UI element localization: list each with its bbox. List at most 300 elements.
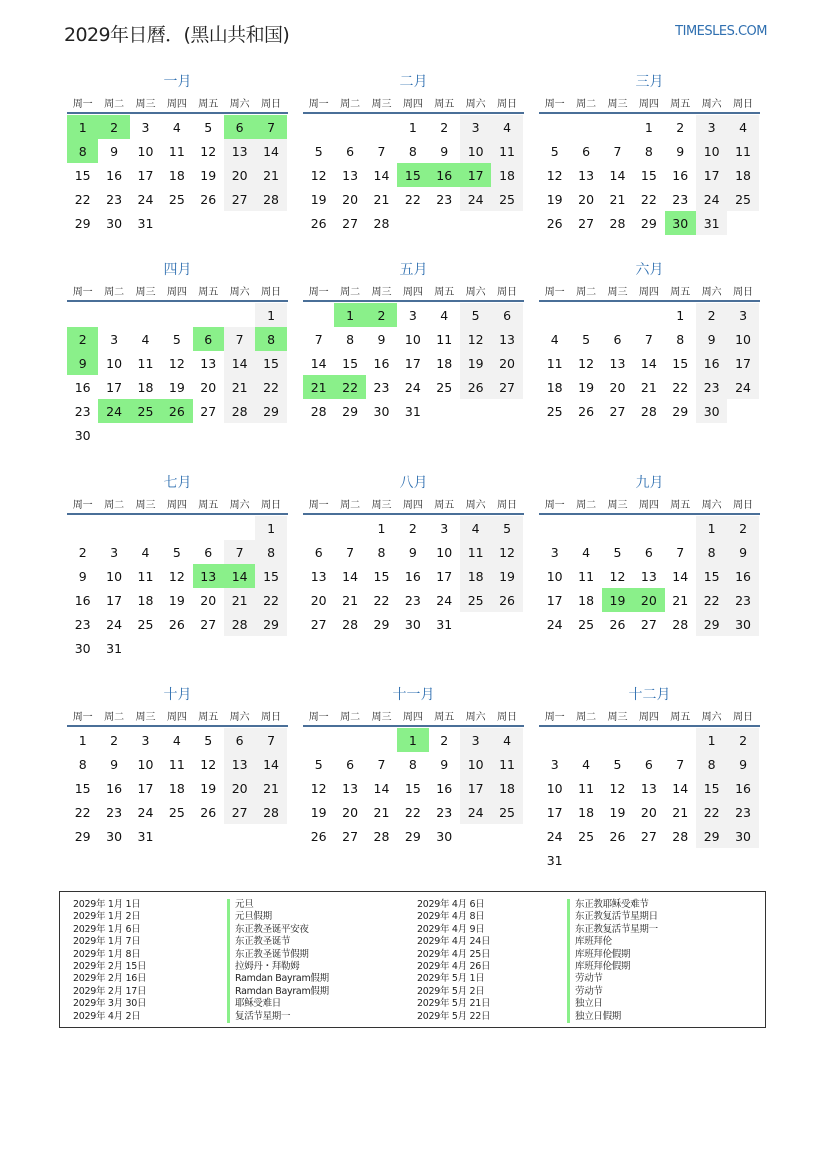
legend-holiday-name: 拉姆丹・拜勒姆 bbox=[227, 961, 329, 973]
day-cell: 5 bbox=[172, 331, 181, 347]
day-cell: 5 bbox=[172, 544, 181, 560]
holiday-day-cell: 9 bbox=[67, 351, 98, 375]
day-cell: 26 bbox=[491, 588, 522, 612]
day-cell: 12 bbox=[578, 355, 595, 371]
weekday-label: 周六 bbox=[701, 711, 722, 723]
empty-day-cell bbox=[539, 516, 570, 540]
day-cell: 5 bbox=[491, 516, 522, 540]
day-cell: 25 bbox=[546, 403, 563, 419]
day-cell: 18 bbox=[546, 379, 563, 395]
day-cell: 22 bbox=[255, 375, 286, 399]
legend-date: 2029年 5月 22日 bbox=[417, 1010, 491, 1022]
day-cell: 11 bbox=[137, 568, 154, 584]
holiday-day-cell: 22 bbox=[334, 375, 365, 399]
day-cell: 7 bbox=[377, 756, 386, 772]
day-grid bbox=[67, 115, 288, 235]
day-cell: 19 bbox=[546, 191, 563, 207]
day-cell: 27 bbox=[342, 215, 359, 231]
day-grid bbox=[303, 115, 524, 235]
day-cell: 24 bbox=[137, 191, 154, 207]
weekday-label: 周五 bbox=[670, 711, 691, 723]
day-cell: 27 bbox=[609, 403, 626, 419]
day-cell: 31 bbox=[106, 640, 123, 656]
empty-day-cell bbox=[570, 115, 601, 139]
day-grid bbox=[67, 728, 288, 848]
month-block bbox=[67, 685, 288, 848]
day-cell: 6 bbox=[644, 756, 653, 772]
empty-day-cell bbox=[665, 516, 696, 540]
empty-day-cell bbox=[633, 303, 664, 327]
weekday-label: 周三 bbox=[371, 499, 392, 511]
day-cell: 20 bbox=[342, 191, 359, 207]
day-cell: 4 bbox=[141, 544, 150, 560]
legend-date: 2029年 4月 2日 bbox=[73, 1010, 141, 1022]
holiday-day-cell: 19 bbox=[602, 588, 633, 612]
legend-holiday-name: 东正教耶稣受难节 bbox=[567, 899, 658, 911]
legend-holiday-name: 耶稣受难日 bbox=[227, 998, 329, 1010]
day-cell: 7 bbox=[644, 331, 653, 347]
weekday-label: 周三 bbox=[607, 286, 628, 298]
weekday-label: 周六 bbox=[701, 98, 722, 110]
day-cell: 29 bbox=[74, 215, 91, 231]
day-cell: 24 bbox=[460, 187, 491, 211]
weekday-label: 周五 bbox=[434, 98, 455, 110]
weekday-label: 周三 bbox=[607, 711, 628, 723]
weekday-label: 周一 bbox=[544, 286, 565, 298]
month-block bbox=[67, 473, 288, 660]
weekday-label: 周四 bbox=[166, 98, 187, 110]
day-cell: 28 bbox=[373, 215, 390, 231]
day-cell: 6 bbox=[224, 728, 255, 752]
legend-dates-col-1 bbox=[73, 899, 146, 1023]
empty-day-cell bbox=[193, 516, 224, 540]
day-cell: 10 bbox=[546, 780, 563, 796]
legend-date: 2029年 5月 21日 bbox=[417, 998, 491, 1010]
day-cell: 17 bbox=[137, 780, 154, 796]
day-cell: 1 bbox=[696, 728, 727, 752]
empty-day-cell bbox=[602, 115, 633, 139]
day-cell: 14 bbox=[224, 351, 255, 375]
legend-date: 2029年 5月 1日 bbox=[417, 973, 485, 985]
day-cell: 13 bbox=[224, 139, 255, 163]
weekday-label: 周日 bbox=[497, 286, 518, 298]
holiday-day-cell: 17 bbox=[460, 163, 491, 187]
day-cell: 23 bbox=[404, 592, 421, 608]
day-cell: 21 bbox=[640, 379, 657, 395]
day-cell: 19 bbox=[168, 592, 185, 608]
month-name: 五月 bbox=[399, 262, 428, 278]
day-cell: 15 bbox=[342, 355, 359, 371]
day-cell: 20 bbox=[342, 804, 359, 820]
day-cell: 4 bbox=[172, 119, 181, 135]
day-cell: 20 bbox=[200, 379, 217, 395]
month-name: 二月 bbox=[399, 74, 428, 90]
day-cell: 31 bbox=[436, 616, 453, 632]
weekday-label: 周一 bbox=[72, 286, 93, 298]
weekday-label: 周五 bbox=[434, 499, 455, 511]
weekday-label: 周五 bbox=[198, 499, 219, 511]
day-cell: 23 bbox=[106, 191, 123, 207]
day-cell: 18 bbox=[168, 780, 185, 796]
day-cell: 17 bbox=[137, 167, 154, 183]
legend-names-col-2 bbox=[567, 899, 658, 1023]
day-cell: 4 bbox=[440, 307, 449, 323]
day-cell: 8 bbox=[255, 540, 286, 564]
day-cell: 25 bbox=[168, 191, 185, 207]
day-cell: 28 bbox=[609, 215, 626, 231]
weekday-label: 周日 bbox=[261, 499, 282, 511]
day-cell: 24 bbox=[404, 379, 421, 395]
brand-logo[interactable]: TIMESLES.COM bbox=[675, 24, 767, 39]
day-cell: 14 bbox=[672, 568, 689, 584]
day-cell: 23 bbox=[373, 379, 390, 395]
legend-date: 2029年 1月 2日 bbox=[73, 911, 141, 923]
day-cell: 5 bbox=[204, 119, 213, 135]
legend-date: 2029年 1月 6日 bbox=[73, 923, 141, 935]
month-name: 九月 bbox=[635, 475, 664, 491]
day-cell: 20 bbox=[224, 776, 255, 800]
weekday-label: 周五 bbox=[434, 711, 455, 723]
weekday-label: 周二 bbox=[576, 711, 597, 723]
day-cell: 11 bbox=[436, 331, 453, 347]
weekday-label: 周一 bbox=[544, 499, 565, 511]
day-cell: 25 bbox=[578, 616, 595, 632]
day-cell: 22 bbox=[255, 588, 286, 612]
day-cell: 12 bbox=[168, 355, 185, 371]
empty-day-cell bbox=[98, 303, 129, 327]
day-grid bbox=[539, 303, 760, 423]
day-cell: 16 bbox=[436, 780, 453, 796]
day-cell: 9 bbox=[110, 756, 119, 772]
day-cell: 21 bbox=[373, 804, 390, 820]
day-cell: 7 bbox=[613, 143, 622, 159]
day-cell: 15 bbox=[672, 355, 689, 371]
day-cell: 4 bbox=[550, 331, 559, 347]
day-cell: 30 bbox=[727, 824, 758, 848]
day-cell: 23 bbox=[74, 616, 91, 632]
day-cell: 5 bbox=[204, 732, 213, 748]
weekday-label: 周日 bbox=[261, 98, 282, 110]
legend-date: 2029年 4月 26日 bbox=[417, 961, 491, 973]
day-cell: 19 bbox=[200, 167, 217, 183]
day-cell: 9 bbox=[727, 752, 758, 776]
day-cell: 31 bbox=[137, 215, 154, 231]
day-cell: 9 bbox=[440, 756, 449, 772]
empty-day-cell bbox=[161, 516, 192, 540]
day-cell: 30 bbox=[373, 403, 390, 419]
legend-date: 2029年 5月 2日 bbox=[417, 985, 485, 997]
month-block bbox=[67, 72, 288, 235]
month-name: 八月 bbox=[399, 475, 428, 491]
month-block bbox=[539, 72, 760, 235]
day-cell: 3 bbox=[141, 119, 150, 135]
day-cell: 26 bbox=[546, 215, 563, 231]
day-cell: 13 bbox=[224, 752, 255, 776]
day-cell: 10 bbox=[137, 756, 154, 772]
empty-day-cell bbox=[98, 516, 129, 540]
day-cell: 16 bbox=[106, 780, 123, 796]
day-cell: 2 bbox=[696, 303, 727, 327]
day-cell: 13 bbox=[609, 355, 626, 371]
day-cell: 5 bbox=[314, 143, 323, 159]
empty-day-cell bbox=[570, 516, 601, 540]
day-cell: 19 bbox=[168, 379, 185, 395]
day-cell: 18 bbox=[137, 379, 154, 395]
day-cell: 4 bbox=[491, 728, 522, 752]
day-cell: 29 bbox=[373, 616, 390, 632]
day-cell: 21 bbox=[672, 592, 689, 608]
weekday-label: 周三 bbox=[135, 98, 156, 110]
day-cell: 1 bbox=[408, 119, 417, 135]
day-cell: 31 bbox=[404, 403, 421, 419]
day-cell: 2 bbox=[110, 732, 119, 748]
weekday-label: 周三 bbox=[135, 499, 156, 511]
day-cell: 12 bbox=[491, 540, 522, 564]
day-cell: 8 bbox=[676, 331, 685, 347]
day-cell: 16 bbox=[373, 355, 390, 371]
day-cell: 26 bbox=[200, 191, 217, 207]
day-cell: 6 bbox=[346, 756, 355, 772]
day-cell: 4 bbox=[460, 516, 491, 540]
month-name: 一月 bbox=[163, 74, 192, 90]
day-cell: 8 bbox=[408, 143, 417, 159]
day-cell: 8 bbox=[408, 756, 417, 772]
day-cell: 30 bbox=[106, 215, 123, 231]
day-cell: 29 bbox=[342, 403, 359, 419]
day-cell: 4 bbox=[582, 544, 591, 560]
day-cell: 28 bbox=[255, 800, 286, 824]
day-cell: 11 bbox=[727, 139, 758, 163]
day-cell: 18 bbox=[436, 355, 453, 371]
holiday-day-cell: 24 bbox=[98, 399, 129, 423]
day-cell: 17 bbox=[546, 592, 563, 608]
day-cell: 26 bbox=[609, 828, 626, 844]
empty-day-cell bbox=[224, 516, 255, 540]
month-block bbox=[539, 685, 760, 872]
weekday-label: 周六 bbox=[465, 499, 486, 511]
weekday-label: 周三 bbox=[371, 98, 392, 110]
legend-date: 2029年 1月 7日 bbox=[73, 936, 141, 948]
day-cell: 7 bbox=[676, 544, 685, 560]
day-cell: 23 bbox=[727, 800, 758, 824]
day-cell: 27 bbox=[200, 403, 217, 419]
legend-holiday-name: 东正教圣诞平安夜 bbox=[227, 924, 329, 936]
day-cell: 20 bbox=[578, 191, 595, 207]
day-cell: 6 bbox=[346, 143, 355, 159]
weekday-label: 周四 bbox=[638, 711, 659, 723]
day-cell: 17 bbox=[106, 592, 123, 608]
day-cell: 13 bbox=[200, 355, 217, 371]
day-cell: 11 bbox=[137, 355, 154, 371]
day-cell: 10 bbox=[460, 752, 491, 776]
day-cell: 16 bbox=[74, 379, 91, 395]
day-cell: 16 bbox=[404, 568, 421, 584]
legend-names-col-1 bbox=[227, 899, 329, 1023]
weekday-header bbox=[303, 280, 524, 302]
day-cell: 6 bbox=[644, 544, 653, 560]
empty-day-cell bbox=[366, 728, 397, 752]
day-cell: 3 bbox=[460, 728, 491, 752]
day-cell: 20 bbox=[200, 592, 217, 608]
day-cell: 25 bbox=[578, 828, 595, 844]
day-cell: 14 bbox=[310, 355, 327, 371]
empty-day-cell bbox=[334, 728, 365, 752]
weekday-label: 周三 bbox=[607, 98, 628, 110]
empty-day-cell bbox=[539, 728, 570, 752]
day-cell: 4 bbox=[491, 115, 522, 139]
month-name: 四月 bbox=[163, 262, 192, 278]
day-cell: 27 bbox=[310, 616, 327, 632]
day-cell: 19 bbox=[491, 564, 522, 588]
weekday-label: 周六 bbox=[465, 711, 486, 723]
weekday-header bbox=[303, 493, 524, 515]
day-cell: 5 bbox=[314, 756, 323, 772]
day-cell: 8 bbox=[346, 331, 355, 347]
empty-day-cell bbox=[303, 303, 334, 327]
day-cell: 7 bbox=[346, 544, 355, 560]
weekday-label: 周二 bbox=[104, 286, 125, 298]
holiday-day-cell: 13 bbox=[193, 564, 224, 588]
day-cell: 6 bbox=[582, 143, 591, 159]
holiday-day-cell: 25 bbox=[130, 399, 161, 423]
empty-day-cell bbox=[570, 303, 601, 327]
weekday-label: 周一 bbox=[72, 711, 93, 723]
day-cell: 17 bbox=[460, 776, 491, 800]
day-cell: 18 bbox=[491, 163, 522, 187]
weekday-label: 周三 bbox=[371, 286, 392, 298]
weekday-label: 周二 bbox=[340, 711, 361, 723]
day-cell: 1 bbox=[377, 520, 386, 536]
weekday-header bbox=[67, 705, 288, 727]
day-grid bbox=[67, 516, 288, 660]
legend-holiday-name: 东正教圣诞节假期 bbox=[227, 949, 329, 961]
empty-day-cell bbox=[602, 303, 633, 327]
day-grid bbox=[539, 516, 760, 636]
holiday-day-cell: 7 bbox=[255, 115, 286, 139]
day-cell: 3 bbox=[727, 303, 758, 327]
day-cell: 10 bbox=[460, 139, 491, 163]
legend-holiday-name: 东正教圣诞节 bbox=[227, 936, 329, 948]
day-cell: 15 bbox=[373, 568, 390, 584]
day-cell: 6 bbox=[314, 544, 323, 560]
legend-date: 2029年 4月 6日 bbox=[417, 899, 485, 910]
day-cell: 18 bbox=[137, 592, 154, 608]
day-cell: 29 bbox=[255, 612, 286, 636]
weekday-label: 周二 bbox=[576, 286, 597, 298]
day-cell: 11 bbox=[491, 139, 522, 163]
day-cell: 26 bbox=[609, 616, 626, 632]
day-cell: 7 bbox=[314, 331, 323, 347]
day-cell: 24 bbox=[696, 187, 727, 211]
month-block bbox=[303, 72, 524, 235]
month-block bbox=[539, 473, 760, 636]
day-cell: 29 bbox=[404, 828, 421, 844]
day-cell: 16 bbox=[727, 776, 758, 800]
day-cell: 1 bbox=[255, 516, 286, 540]
day-cell: 13 bbox=[310, 568, 327, 584]
day-cell: 7 bbox=[224, 540, 255, 564]
day-cell: 24 bbox=[546, 828, 563, 844]
empty-day-cell bbox=[334, 115, 365, 139]
day-cell: 22 bbox=[640, 191, 657, 207]
day-cell: 12 bbox=[310, 167, 327, 183]
legend-date: 2029年 3月 30日 bbox=[73, 998, 147, 1010]
day-cell: 8 bbox=[696, 752, 727, 776]
weekday-label: 周一 bbox=[308, 286, 329, 298]
empty-day-cell bbox=[67, 303, 98, 327]
day-cell: 4 bbox=[141, 331, 150, 347]
holiday-day-cell: 16 bbox=[429, 163, 460, 187]
day-cell: 29 bbox=[640, 215, 657, 231]
month-block bbox=[303, 685, 524, 848]
day-cell: 1 bbox=[255, 303, 286, 327]
day-cell: 26 bbox=[578, 403, 595, 419]
day-cell: 9 bbox=[377, 331, 386, 347]
weekday-header bbox=[67, 92, 288, 114]
legend-holiday-name: 库班拜伦 bbox=[567, 936, 658, 948]
holiday-day-cell: 8 bbox=[67, 139, 98, 163]
day-cell: 15 bbox=[696, 564, 727, 588]
day-cell: 30 bbox=[727, 612, 758, 636]
weekday-header bbox=[539, 705, 760, 727]
legend-holiday-name: Ramdan Bayram假期 bbox=[227, 973, 329, 985]
legend-holiday-name: 东正教复活节星期日 bbox=[567, 911, 658, 923]
day-cell: 23 bbox=[74, 403, 91, 419]
weekday-label: 周日 bbox=[261, 286, 282, 298]
day-cell: 7 bbox=[224, 327, 255, 351]
day-cell: 22 bbox=[696, 800, 727, 824]
day-cell: 15 bbox=[74, 167, 91, 183]
day-cell: 3 bbox=[110, 331, 119, 347]
day-cell: 16 bbox=[727, 564, 758, 588]
month-name: 六月 bbox=[635, 262, 664, 278]
weekday-label: 周六 bbox=[229, 711, 250, 723]
day-grid bbox=[303, 303, 524, 423]
weekday-label: 周三 bbox=[135, 286, 156, 298]
holiday-day-cell: 2 bbox=[98, 115, 129, 139]
empty-day-cell bbox=[224, 303, 255, 327]
legend-date: 2029年 4月 8日 bbox=[417, 911, 485, 923]
weekday-label: 周五 bbox=[670, 286, 691, 298]
day-cell: 13 bbox=[640, 568, 657, 584]
day-cell: 11 bbox=[491, 752, 522, 776]
day-cell: 4 bbox=[582, 756, 591, 772]
legend-date: 2029年 2月 15日 bbox=[73, 961, 147, 973]
holiday-day-cell: 2 bbox=[67, 327, 98, 351]
day-cell: 15 bbox=[696, 776, 727, 800]
day-cell: 12 bbox=[168, 568, 185, 584]
weekday-label: 周五 bbox=[670, 98, 691, 110]
day-cell: 5 bbox=[550, 143, 559, 159]
empty-day-cell bbox=[193, 303, 224, 327]
day-cell: 10 bbox=[436, 544, 453, 560]
weekday-label: 周一 bbox=[308, 98, 329, 110]
month-name: 十二月 bbox=[628, 687, 671, 703]
day-cell: 24 bbox=[106, 616, 123, 632]
day-cell: 12 bbox=[609, 568, 626, 584]
day-cell: 23 bbox=[436, 191, 453, 207]
weekday-label: 周日 bbox=[497, 499, 518, 511]
day-cell: 18 bbox=[460, 564, 491, 588]
day-cell: 19 bbox=[460, 351, 491, 375]
weekday-label: 周四 bbox=[638, 499, 659, 511]
day-cell: 13 bbox=[342, 780, 359, 796]
legend-holiday-name: 劳动节 bbox=[567, 986, 658, 998]
holiday-legend bbox=[59, 891, 766, 1028]
month-name: 十月 bbox=[163, 687, 192, 703]
day-cell: 19 bbox=[609, 804, 626, 820]
weekday-label: 周二 bbox=[104, 499, 125, 511]
